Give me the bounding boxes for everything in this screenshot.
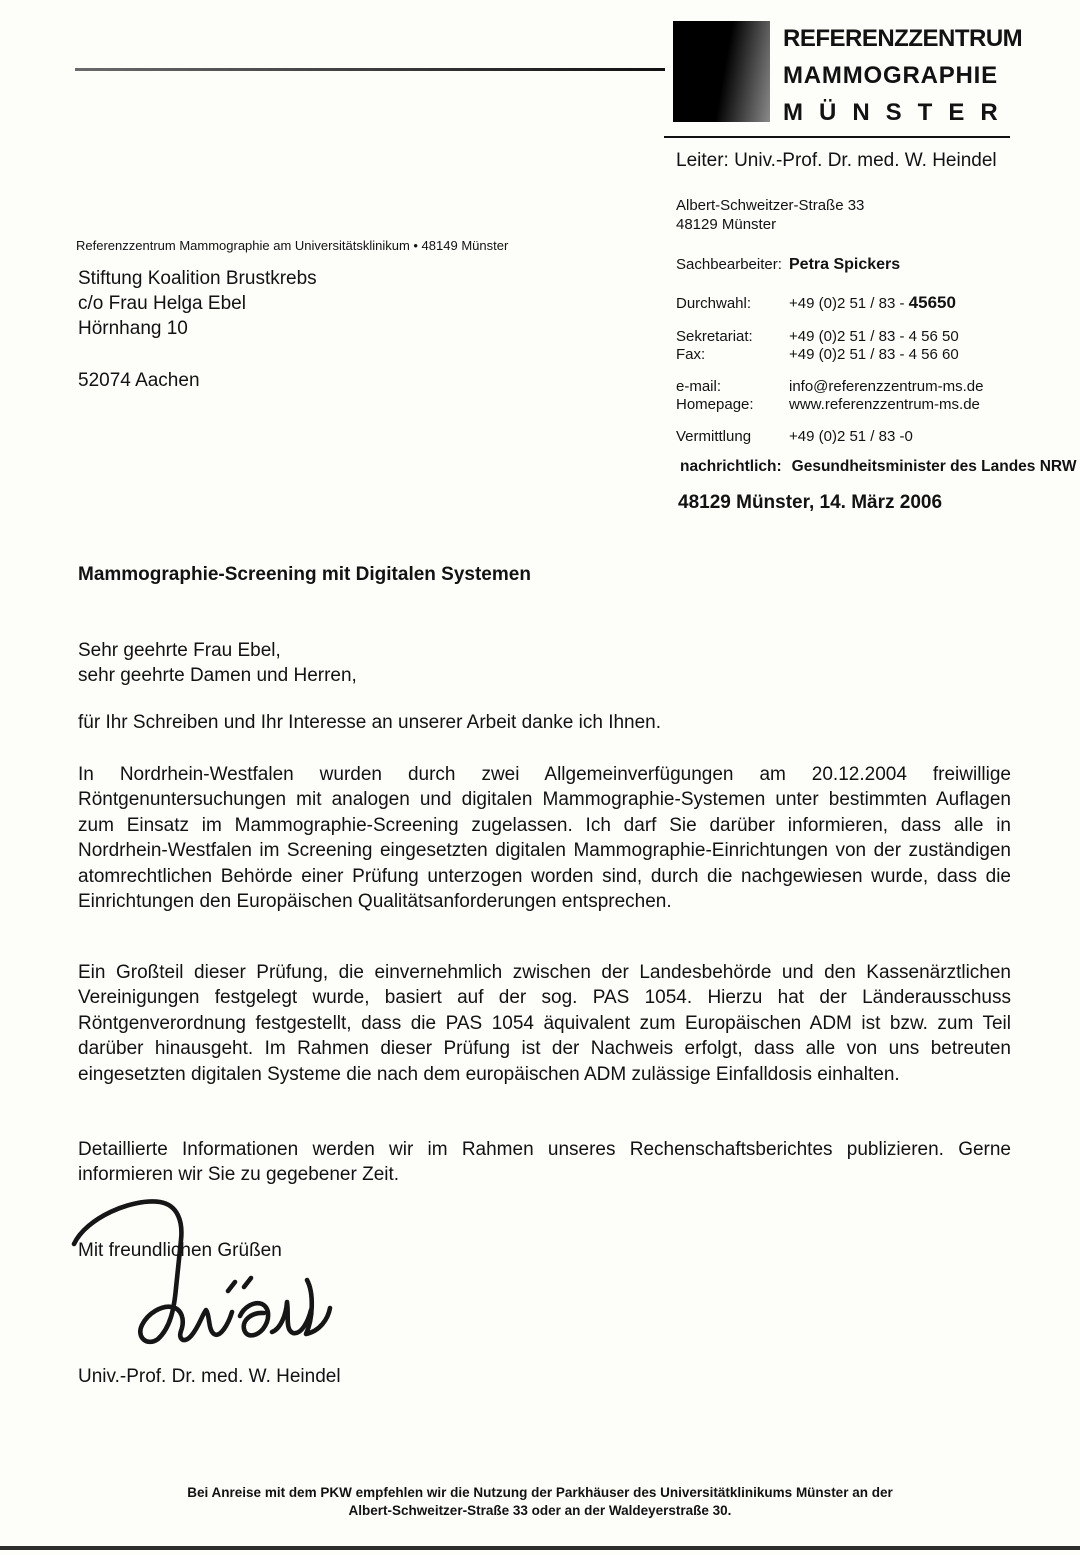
recipient-co: c/o Frau Helga Ebel [78,293,246,314]
footer-line-1: Bei Anreise mit dem PKW empfehlen wir die Nutzung der Parkhäuser des Universitätklinikums Münster an der [187,1485,893,1500]
contact-row-fax [676,346,959,363]
letterhead-address [676,196,864,234]
logo-line-mammographie: MAMMOGRAPHIE [783,62,998,89]
sekretariat-value: +49 (0)2 51 / 83 - 4 56 50 [789,328,959,345]
logo-wordmark [783,20,1023,131]
return-address-line: Referenzzentrum Mammographie am Universitätsklinikum • 48149 Münster [76,238,509,253]
vermittlung-label: Vermittlung [676,428,752,445]
contact-row-sekretariat [676,328,959,345]
letterhead-city: 48129 Münster [676,216,777,233]
recipient-city: 52074 Aachen [78,370,200,391]
salutation-line-2: sehr geehrte Damen und Herren, [78,665,357,686]
durchwahl-value-prefix: +49 (0)2 51 / 83 - [789,295,909,312]
nachrichtlich-row [680,458,1076,476]
contact-row-vermittlung [676,428,913,445]
top-left-rule [75,68,665,71]
homepage-label: Homepage: [676,396,754,413]
fax-label: Fax: [676,346,706,363]
vermittlung-value: +49 (0)2 51 / 83 -0 [789,428,913,445]
signature-handwriting [58,1188,338,1358]
subject-line: Mammographie-Screening mit Digitalen Systemen [78,564,531,585]
signer-name: Univ.-Prof. Dr. med. W. Heindel [78,1366,341,1387]
letterhead-street: Albert-Schweitzer-Straße 33 [676,197,865,214]
logo-underline-rule [664,136,1010,138]
footer-line-2: Albert-Schweitzer-Straße 33 oder an der Waldeyerstraße 30. [348,1503,732,1518]
logo-line-muenster: MÜNSTER [783,99,1014,126]
nachrichtlich-value: Gesundheitsminister des Landes NRW [791,458,1077,475]
place-date-line: 48129 Münster, 14. März 2006 [678,492,943,513]
body-paragraph-2: Ein Großteil dieser Prüfung, die einvernehmlich zwischen der Landesbehörde und den Kassenärztlichen Vereinigungen festgelegt wurde, basiert auf der sog. PAS 1054. Hierzu hat der Länderausschuss Röntgenverordnung festgestellt, dass die PAS 1054 äquivalent zum Europäischen ADM ist bzw. zum Teil darüber hinausgeht. Im Rahmen dieser Prüfung ist der Nachweis erfolgt, dass alle von uns betreuten eingesetzten digitalen Systeme die nach dem europäischen ADM zulässige Einfalldosis einhalten. [78,962,1011,1085]
bottom-rule [0,1546,1080,1550]
nachrichtlich-label: nachrichtlich: [680,458,782,475]
logo-line-referenzzentrum: REFERENZZENTRUM [783,25,1023,52]
salutation-line-1: Sehr geehrte Frau Ebel, [78,640,281,661]
contact-row-sachbearbeiter [676,256,900,274]
durchwahl-value-extension: 45650 [908,293,956,312]
recipient-org: Stiftung Koalition Brustkrebs [78,268,317,289]
email-value: info@referenzzentrum-ms.de [789,378,984,395]
logo-square [673,21,770,122]
closing-phrase: Mit freundlichen Grüßen [78,1240,282,1261]
contact-row-durchwahl [676,293,956,313]
email-label: e-mail: [676,378,722,395]
intro-sentence: für Ihr Schreiben und Ihr Interesse an unserer Arbeit danke ich Ihnen. [78,712,662,733]
recipient-street: Hörnhang 10 [78,318,188,339]
recipient-address [78,266,317,341]
body-paragraph-1: In Nordrhein-Westfalen wurden durch zwei Allgemeinverfügungen am 20.12.2004 freiwillige Röntgenuntersuchungen mit analogen und digitalen Mammographie-Systemen unter bestimmten Auflagen zum Einsatz im Mammographie-Screening zugelassen. Ich darf Sie darüber informieren, dass alle in Nordrhein-Westfalen im Screening eingesetzten digitalen Mammographie-Einrichtungen von der zuständigen atomrechtlichen Behörde einer Prüfung unterzogen worden sind, durch die nachgewiesen wurde, dass die Einrichtungen den Europäischen Qualitätsanforderungen entsprechen. [78,764,1011,913]
sachbearbeiter-label: Sachbearbeiter: [676,256,782,273]
contact-row-email [676,378,983,395]
footer-note [0,1484,1080,1520]
fax-value: +49 (0)2 51 / 83 - 4 56 60 [789,346,959,363]
salutation [78,638,357,688]
sachbearbeiter-value: Petra Spickers [789,256,901,273]
body-paragraph-3: Detaillierte Informationen werden wir im Rahmen unseres Rechenschaftsberichtes publizieren. Gerne informieren wir Sie zu gegebener Zeit. [78,1139,1011,1186]
sekretariat-label: Sekretariat: [676,328,753,345]
homepage-value: www.referenzzentrum-ms.de [789,396,980,413]
director-line: Leiter: Univ.-Prof. Dr. med. W. Heindel [676,150,997,171]
contact-row-homepage [676,396,980,413]
durchwahl-label: Durchwahl: [676,295,752,312]
